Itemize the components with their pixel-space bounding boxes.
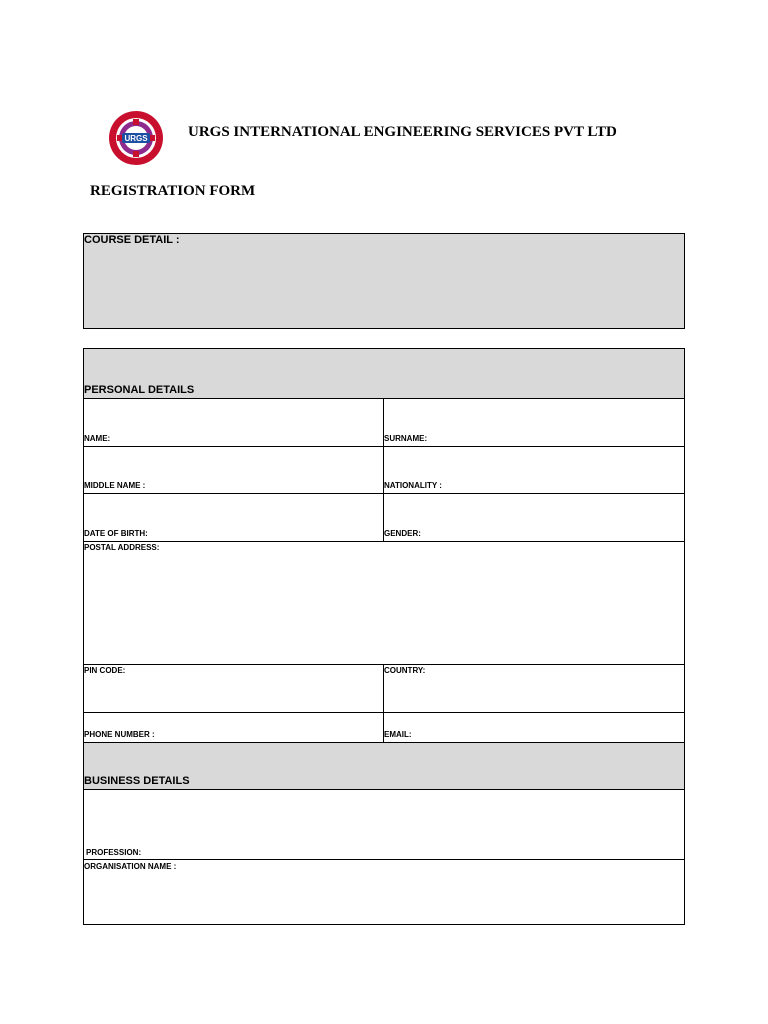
name-field[interactable] xyxy=(84,399,383,446)
gender-field[interactable] xyxy=(384,494,684,541)
surname-field[interactable] xyxy=(384,399,684,446)
gender-label: GENDER: xyxy=(384,529,421,538)
logo-text: URGS xyxy=(124,134,148,143)
date-of-birth-label: DATE OF BIRTH: xyxy=(84,529,148,538)
organisation-name-label: ORGANISATION NAME : xyxy=(84,862,177,871)
email-field[interactable] xyxy=(384,713,684,743)
course-detail-box[interactable] xyxy=(83,233,685,329)
postal-address-field[interactable] xyxy=(84,542,684,664)
phone-number-label: PHONE NUMBER : xyxy=(84,730,155,739)
pin-code-label: PIN CODE: xyxy=(84,666,126,675)
country-field[interactable] xyxy=(384,665,684,712)
company-name: URGS INTERNATIONAL ENGINEERING SERVICES PVT LTD xyxy=(188,124,617,140)
course-detail-label: COURSE DETAIL : xyxy=(84,234,180,246)
profession-label: PROFESSION: xyxy=(86,848,142,857)
email-label: EMAIL: xyxy=(384,730,412,739)
pin-code-field[interactable] xyxy=(84,665,383,712)
business-details-title: BUSINESS DETAILS xyxy=(84,775,190,787)
nationality-label: NATIONALITY : xyxy=(384,481,442,490)
profession-field[interactable] xyxy=(84,790,684,859)
form-title: REGISTRATION FORM xyxy=(90,183,256,199)
postal-address-label: POSTAL ADDRESS: xyxy=(84,543,160,552)
company-logo xyxy=(108,110,164,166)
country-label: COUNTRY: xyxy=(384,666,426,675)
personal-details-title: PERSONAL DETAILS xyxy=(84,384,195,396)
middle-name-label: MIDDLE NAME : xyxy=(84,481,146,490)
name-label: NAME: xyxy=(84,434,111,443)
surname-label: SURNAME: xyxy=(384,434,428,443)
